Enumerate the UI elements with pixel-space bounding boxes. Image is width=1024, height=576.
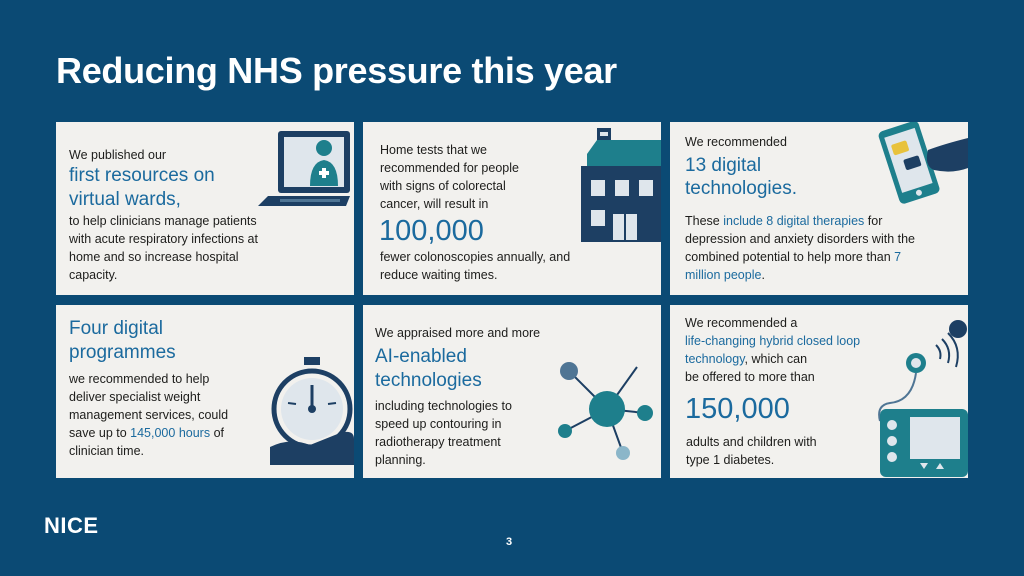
card-headline: technologies [375,370,482,391]
card-body: with acute respiratory infections at [69,232,258,246]
card-virtual-wards [56,122,354,295]
hybrid-closed-loop-link[interactable]: life-changing hybrid closed loop [685,334,861,348]
card-intro: We published our [69,148,167,162]
card-body: speed up contouring in [375,417,502,431]
card-headline: first resources on [69,165,215,186]
card-intro: be offered to more than [685,370,815,384]
card-body: These include 8 digital therapies for [685,214,883,228]
card-intro: recommended for people [380,161,519,175]
card-body: capacity. [69,268,118,282]
page-title: Reducing NHS pressure this year [56,50,617,91]
card-body: million people. [685,268,765,282]
card-body: reduce waiting times. [380,268,498,282]
card-intro: We recommended a [685,316,798,330]
card-hybrid-closed-loop [670,305,968,478]
phone-chat-icon [870,122,968,206]
card-headline: AI-enabled [375,346,467,367]
card-digital-programmes [56,305,354,478]
card-intro: with signs of colorectal [380,179,506,193]
technology-link[interactable]: technology [685,352,745,366]
card-body: clinician time. [69,444,145,458]
card-body: combined potential to help more than 7 [685,250,902,264]
card-body: adults and children with [686,435,817,449]
card-body: deliver specialist weight [69,390,201,404]
nice-logo: NICE [44,513,99,538]
card-intro: technology, which can [685,352,808,366]
card-headline: Four digital [69,318,163,339]
card-body: planning. [375,453,426,467]
card-body: including technologies to [375,399,512,413]
card-intro: We appraised more and more [375,326,541,340]
card-ai-technologies [363,305,661,478]
insulin-pump-icon [866,311,968,477]
card-intro: cancer, will result in [380,197,489,211]
card-body: we recommended to help [69,372,210,386]
stopwatch-hand-icon [270,355,354,465]
card-stat: 100,000 [379,215,484,247]
card-body: save up to 145,000 hours of [69,426,224,440]
card-digital-technologies [670,122,968,295]
card-body: to help clinicians manage patients [69,214,257,228]
card-intro: Home tests that we [380,143,487,157]
card-headline: technologies. [685,178,797,199]
card-body: type 1 diabetes. [686,453,775,467]
card-body: fewer colonoscopies annually, and [380,250,571,264]
card-stat: 150,000 [685,393,790,425]
card-body: depression and anxiety disorders with the [685,232,915,246]
card-headline: 13 digital [685,155,762,176]
card-headline: virtual wards, [69,189,181,210]
page-number: 3 [506,536,513,548]
card-body: home and so increase hospital [69,250,239,264]
card-body: radiotherapy treatment [375,435,501,449]
card-home-tests [363,122,661,295]
card-headline: programmes [69,342,176,363]
card-body: management services, could [69,408,229,422]
card-intro: We recommended [685,135,787,149]
house-icon [577,126,661,242]
laptop-doctor-icon [246,128,352,216]
network-nodes-icon [549,355,653,467]
